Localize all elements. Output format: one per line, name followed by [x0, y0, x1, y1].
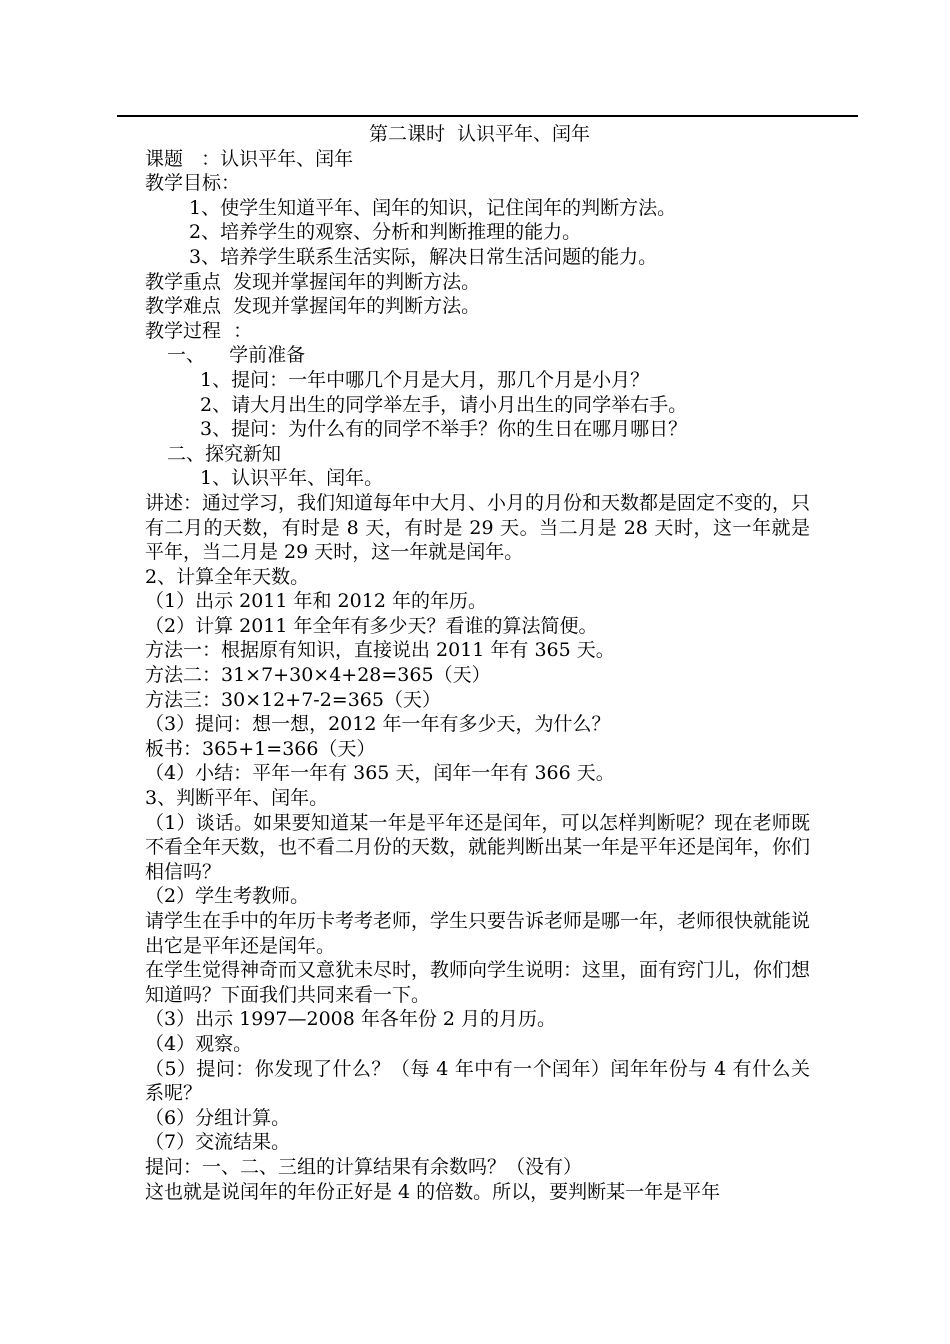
text-line: （1）出示 2011 年和 2012 年的年历。 — [145, 590, 487, 613]
text-line: 3、培养学生联系生活实际，解决日常生活问题的能力。 — [189, 245, 658, 268]
text-line: 1、提问：一年中哪几个月是大月，那几个月是小月？ — [200, 368, 650, 391]
text-line: 一、 学前准备 — [167, 344, 306, 367]
text-line: 课题 ：认识平年、闰年 — [145, 147, 354, 170]
text-line: （2）学生考教师。 — [145, 885, 310, 908]
text-line: （2）计算 2011 年全年有多少天？看谁的算法简便。 — [145, 614, 598, 637]
text-line: 二、探究新知 — [167, 442, 282, 465]
text-line: （6）分组计算。 — [145, 1106, 291, 1129]
text-line: 讲述：通过学习，我们知道每年中大月、小月的月份和天数都是固定不变的，只有二月的天数，有时是 8 天，有时是 29 天。当二月是 28 天时，这一年就是平年，当二月是 29 天时，这一年就是闰年。 — [145, 491, 811, 564]
document-title: 第二课时 认识平年、闰年 — [368, 123, 591, 145]
header-rule — [117, 115, 858, 117]
text-line: 提问：一、二、三组的计算结果有余数吗？（没有） — [145, 1155, 583, 1178]
text-line: 在学生觉得神奇而又意犹未尽时，教师向学生说明：这里，面有窍门儿，你们想知道吗？下面我们共同来看一下。 — [145, 959, 811, 1006]
text-line: 2、培养学生的观察、分析和判断推理的能力。 — [189, 221, 582, 244]
text-line: 这也就是说闰年的年份正好是 4 的倍数。所以，要判断某一年是平年 — [145, 1180, 721, 1203]
text-line: 板书：365+1=366（天） — [145, 737, 376, 760]
text-line: 教学重点 发现并掌握闰年的判断方法。 — [145, 270, 481, 293]
text-line: 方法三：30×12+7-2=365（天） — [145, 688, 441, 711]
text-line: （5）提问：你发现了什么？（每 4 年中有一个闰年）闰年年份与 4 有什么关系呢？ — [145, 1057, 810, 1105]
text-line: （1）谈话。如果要知道某一年是平年还是闰年，可以怎样判断呢？现在老师既不看全年天数，也不看二月份的天数，就能判断出某一年是平年还是闰年，你们相信吗？ — [145, 811, 811, 883]
text-line: （7）交流结果。 — [145, 1131, 291, 1154]
text-line: （3）提问：想一想，2012 年一年有多少天，为什么？ — [145, 713, 611, 736]
document-body — [145, 122, 810, 1204]
text-line: 教学目标： — [145, 172, 241, 195]
text-line: 方法二：31×7+30×4+28=365（天） — [145, 664, 491, 687]
text-line: 教学过程 ： — [145, 319, 253, 342]
text-line: 1、使学生知道平年、闰年的知识，记住闰年的判断方法。 — [189, 196, 677, 219]
text-line: （3）出示 1997—2008 年各年份 2 月的月历。 — [145, 1008, 557, 1031]
text-line: 方法一：根据原有知识，直接说出 2011 年有 365 天。 — [145, 639, 615, 662]
text-line: （4）小结：平年一年有 365 天，闰年一年有 366 天。 — [145, 762, 615, 785]
text-line: 请学生在手中的年历卡考考老师，学生只要告诉老师是哪一年，老师很快就能说出它是平年还是闰年。 — [145, 910, 811, 957]
text-line: 2、计算全年天数。 — [145, 565, 310, 588]
text-line: （4）观察。 — [145, 1032, 253, 1055]
text-line: 3、判断平年、闰年。 — [145, 787, 329, 810]
text-line: 3、提问：为什么有的同学不举手？你的生日在哪月哪日？ — [200, 418, 688, 441]
text-line: 教学难点 发现并掌握闰年的判断方法。 — [145, 295, 481, 318]
text-line: 1、认识平年、闰年。 — [200, 467, 384, 490]
text-line: 2、请大月出生的同学举左手，请小月出生的同学举右手。 — [200, 393, 688, 416]
document-lines — [145, 147, 810, 1205]
